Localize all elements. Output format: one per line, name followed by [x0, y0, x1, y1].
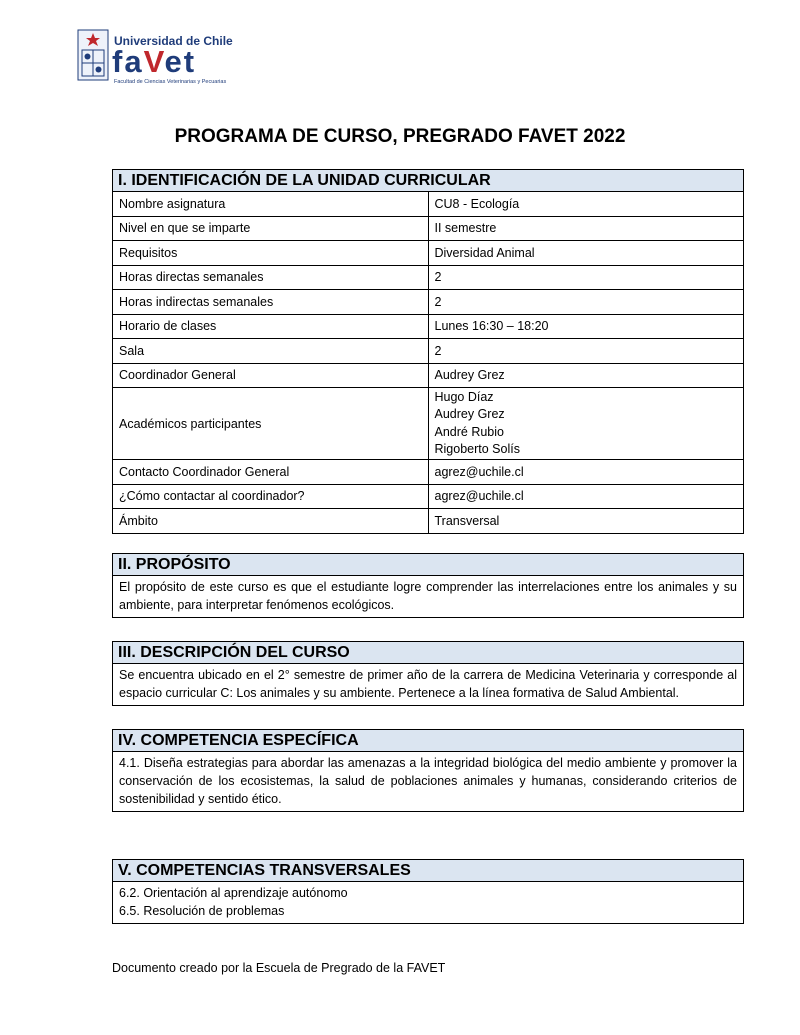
- academic-name: Rigoberto Solís: [434, 442, 520, 456]
- brand-part: fa: [112, 44, 144, 79]
- table-row: [113, 339, 744, 364]
- row-label: Académicos participantes: [113, 388, 429, 460]
- row-label: Requisitos: [113, 241, 429, 266]
- table-row: [113, 484, 744, 509]
- row-value: Diversidad Animal: [428, 241, 744, 266]
- row-label: Horas directas semanales: [113, 265, 429, 290]
- row-value: Audrey Grez: [428, 363, 744, 388]
- table-row: [113, 388, 744, 460]
- row-value: agrez@uchile.cl: [428, 460, 744, 485]
- academic-name: André Rubio: [434, 424, 504, 439]
- competence-text: 4.1. Diseña estrategias para abordar las amenazas a la integridad biológica del medio ambiente y promover la conservación de los ecosistemas, la salud de poblaciones animales y humanas, considerando criterios de sostenibilidad y sentido ético.: [113, 752, 744, 812]
- university-name: Universidad de Chile: [114, 34, 233, 48]
- table-row: [113, 363, 744, 388]
- table-row: [113, 192, 744, 217]
- academic-name: Audrey Grez: [434, 407, 505, 421]
- page-title: PROGRAMA DE CURSO, PREGRADO FAVET 2022: [174, 126, 626, 147]
- row-label: Contacto Coordinador General: [113, 460, 429, 485]
- row-value: Transversal: [428, 509, 744, 534]
- footer-note: Documento creado por la Escuela de Pregrado de la FAVET: [112, 961, 446, 975]
- table-row: [113, 509, 744, 534]
- transversal-competences-table: [112, 859, 744, 924]
- table-row: [113, 265, 744, 290]
- list-item: 6.2. Orientación al aprendizaje autónomo: [119, 886, 348, 900]
- row-label: Ámbito: [113, 509, 429, 534]
- table-row: [113, 216, 744, 241]
- table-row: [113, 314, 744, 339]
- faculty-name: Facultad de Ciencias Veterinarias y Pecuarias: [114, 79, 227, 85]
- favet-logo: [76, 28, 233, 88]
- section-heading: IV. COMPETENCIA ESPECÍFICA: [113, 730, 744, 752]
- row-value: 2: [428, 265, 744, 290]
- section-heading: I. IDENTIFICACIÓN DE LA UNIDAD CURRICULAR: [113, 170, 744, 192]
- purpose-table: [112, 553, 744, 618]
- table-row: [113, 241, 744, 266]
- row-label: Horas indirectas semanales: [113, 290, 429, 315]
- university-crest-icon: [76, 28, 110, 82]
- row-label: Coordinador General: [113, 363, 429, 388]
- specific-competence-table: [112, 729, 744, 812]
- description-text: Se encuentra ubicado en el 2° semestre de primer año de la carrera de Medicina Veterinaria y corresponde al espacio curricular C: Los animales y su ambiente. Pertenece a la línea formativa de Salud Ambiental.: [113, 664, 744, 706]
- section-heading: III. DESCRIPCIÓN DEL CURSO: [113, 642, 744, 664]
- brand-part: et: [164, 44, 197, 79]
- description-table: [112, 641, 744, 706]
- brand-accent-letter: V: [143, 44, 165, 79]
- row-label: ¿Cómo contactar al coordinador?: [113, 484, 429, 509]
- section-heading: II. PROPÓSITO: [113, 554, 744, 576]
- academics-list: [428, 388, 744, 460]
- row-label: Sala: [113, 339, 429, 364]
- row-label: Horario de clases: [113, 314, 429, 339]
- section-heading: V. COMPETENCIAS TRANSVERSALES: [113, 860, 744, 882]
- purpose-text: El propósito de este curso es que el estudiante logre comprender las interrelaciones entre los animales y su ambiente, para interpretar fenómenos ecológicos.: [113, 576, 744, 618]
- table-row: [113, 290, 744, 315]
- row-value: agrez@uchile.cl: [428, 484, 744, 509]
- row-value: 2: [428, 290, 744, 315]
- table-row: [113, 460, 744, 485]
- row-value: Lunes 16:30 – 18:20: [428, 314, 744, 339]
- row-value: 2: [428, 339, 744, 364]
- row-value: CU8 - Ecología: [428, 192, 744, 217]
- row-label: Nombre asignatura: [113, 192, 429, 217]
- competences-list: [113, 882, 744, 924]
- brand-wordmark: [112, 42, 196, 82]
- academic-name: Hugo Díaz: [434, 389, 494, 404]
- identification-table: [112, 169, 744, 534]
- row-label: Nivel en que se imparte: [113, 216, 429, 241]
- list-item: 6.5. Resolución de problemas: [119, 904, 285, 918]
- row-value: II semestre: [428, 216, 744, 241]
